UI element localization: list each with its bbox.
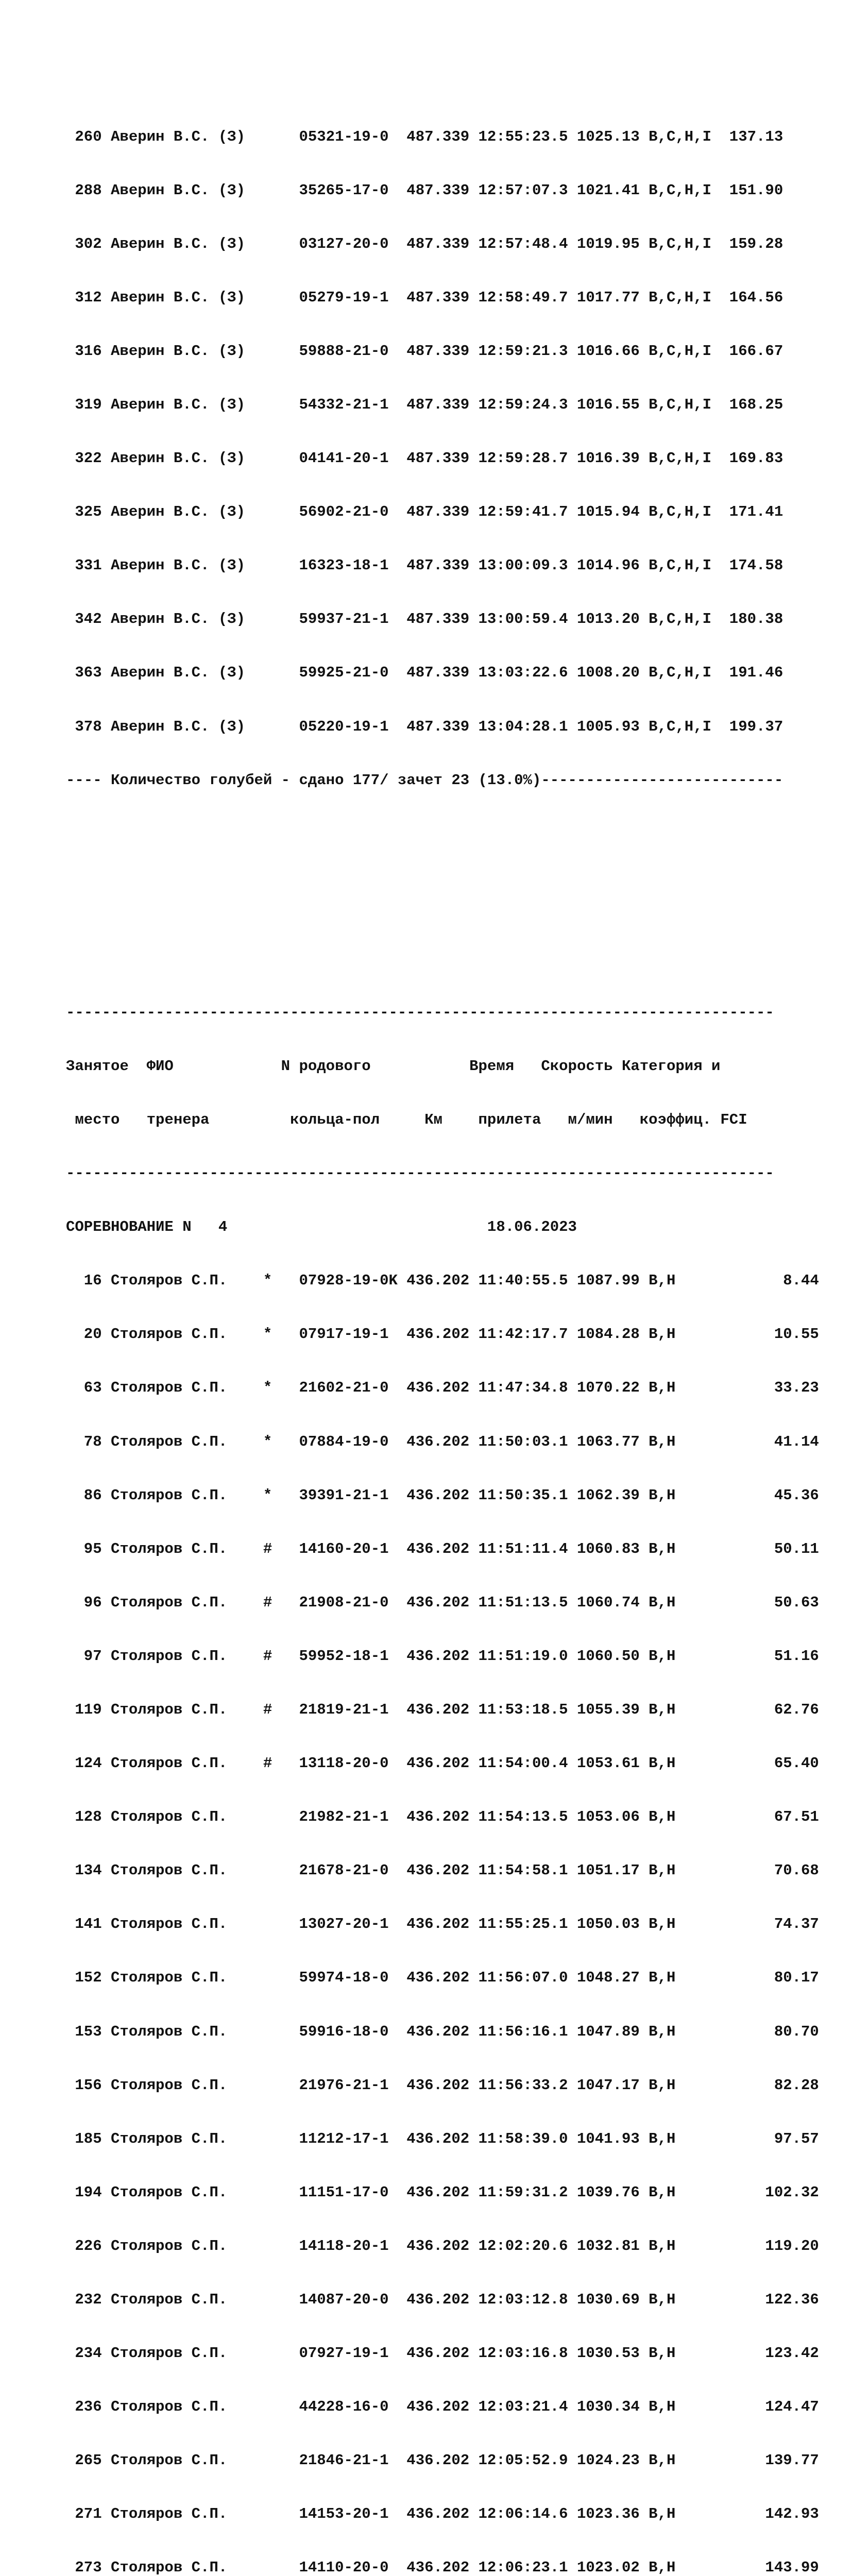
result-row: 124 Столяров С.П. # 13118-20-0 436.202 11:54:00.4 1053.61 B,H 65.40 xyxy=(66,1755,819,1772)
result-row: 95 Столяров С.П. # 14160-20-1 436.202 11:51:11.4 1060.83 B,H 50.11 xyxy=(66,1540,819,1557)
result-row: 194 Столяров С.П. 11151-17-0 436.202 11:59:31.2 1039.76 B,H 102.32 xyxy=(66,2183,819,2201)
results-report xyxy=(66,39,839,2576)
result-row: 319 Аверин В.С. (З) 54332-21-1 487.339 12:59:24.3 1016.55 B,C,H,I 168.25 xyxy=(66,396,783,413)
result-row: 128 Столяров С.П. 21982-21-1 436.202 11:54:13.5 1053.06 B,H 67.51 xyxy=(66,1808,819,1826)
result-row: 236 Столяров С.П. 44228-16-0 436.202 12:03:21.4 1030.34 B,H 124.47 xyxy=(66,2398,819,2416)
result-row: 325 Аверин В.С. (З) 56902-21-0 487.339 12:59:41.7 1015.94 B,C,H,I 171.41 xyxy=(66,503,783,521)
result-row: 316 Аверин В.С. (З) 59888-21-0 487.339 12:59:21.3 1016.66 B,C,H,I 166.67 xyxy=(66,342,783,360)
result-row: 20 Столяров С.П. * 07917-19-1 436.202 11:42:17.7 1084.28 B,H 10.55 xyxy=(66,1326,819,1343)
result-row: 378 Аверин В.С. (З) 05220-19-1 487.339 13:04:28.1 1005.93 B,C,H,I 199.37 xyxy=(66,718,783,735)
result-row: 141 Столяров С.П. 13027-20-1 436.202 11:55:25.1 1050.03 B,H 74.37 xyxy=(66,1916,819,1933)
competition-title: СОРЕВНОВАНИЕ N 4 18.06.2023 xyxy=(66,1218,577,1236)
section-1 xyxy=(66,92,839,825)
column-header-line1: Занятое ФИО N родового Время Скорость Категория и xyxy=(66,1057,721,1075)
result-row: 78 Столяров С.П. * 07884-19-0 436.202 11:50:03.1 1063.77 B,H 41.14 xyxy=(66,1433,819,1450)
result-row: 331 Аверин В.С. (З) 16323-18-1 487.339 13:00:09.3 1014.96 B,C,H,I 174.58 xyxy=(66,557,783,574)
result-row: 96 Столяров С.П. # 21908-21-0 436.202 11:51:13.5 1060.74 B,H 50.63 xyxy=(66,1594,819,1611)
section-2 xyxy=(66,968,839,2576)
result-row: 265 Столяров С.П. 21846-21-1 436.202 12:05:52.9 1024.23 B,H 139.77 xyxy=(66,2452,819,2469)
result-row: 152 Столяров С.П. 59974-18-0 436.202 11:56:07.0 1048.27 B,H 80.17 xyxy=(66,1969,819,1987)
result-row: 234 Столяров С.П. 07927-19-1 436.202 12:03:16.8 1030.53 B,H 123.42 xyxy=(66,2345,819,2362)
result-row: 134 Столяров С.П. 21678-21-0 436.202 11:54:58.1 1051.17 B,H 70.68 xyxy=(66,1862,819,1879)
result-row: 273 Столяров С.П. 14110-20-0 436.202 12:06:23.1 1023.02 B,H 143.99 xyxy=(66,2559,819,2576)
rule-line: ------------------------------------------------------------------------------- xyxy=(66,1165,774,1182)
result-row: 226 Столяров С.П. 14118-20-1 436.202 12:02:20.6 1032.81 B,H 119.20 xyxy=(66,2237,819,2255)
result-row: 16 Столяров С.П. * 07928-19-0K 436.202 11:40:55.5 1087.99 B,H 8.44 xyxy=(66,1272,819,1290)
section-summary: ---- Количество голубей - сдано 177/ зачет 23 (13.0%)--------------------------- xyxy=(66,771,783,789)
column-header-line2: место тренера кольца-пол Км прилета м/мин коэффиц. FCI xyxy=(66,1111,747,1128)
result-row: 302 Аверин В.С. (З) 03127-20-0 487.339 12:57:48.4 1019.95 B,C,H,I 159.28 xyxy=(66,235,783,252)
result-row: 232 Столяров С.П. 14087-20-0 436.202 12:03:12.8 1030.69 B,H 122.36 xyxy=(66,2291,819,2308)
result-row: 363 Аверин В.С. (З) 59925-21-0 487.339 13:03:22.6 1008.20 B,C,H,I 191.46 xyxy=(66,664,783,682)
result-row: 185 Столяров С.П. 11212-17-1 436.202 11:58:39.0 1041.93 B,H 97.57 xyxy=(66,2130,819,2147)
result-row: 86 Столяров С.П. * 39391-21-1 436.202 11:50:35.1 1062.39 B,H 45.36 xyxy=(66,1486,819,1504)
rule-line: ------------------------------------------------------------------------------- xyxy=(66,1004,774,1021)
result-row: 312 Аверин В.С. (З) 05279-19-1 487.339 12:58:49.7 1017.77 B,C,H,I 164.56 xyxy=(66,289,783,306)
result-row: 271 Столяров С.П. 14153-20-1 436.202 12:06:14.6 1023.36 B,H 142.93 xyxy=(66,2505,819,2523)
result-row: 342 Аверин В.С. (З) 59937-21-1 487.339 13:00:59.4 1013.20 B,C,H,I 180.38 xyxy=(66,611,783,628)
result-row: 119 Столяров С.П. # 21819-21-1 436.202 11:53:18.5 1055.39 B,H 62.76 xyxy=(66,1701,819,1718)
result-row: 153 Столяров С.П. 59916-18-0 436.202 11:56:16.1 1047.89 B,H 80.70 xyxy=(66,2023,819,2040)
result-row: 97 Столяров С.П. # 59952-18-1 436.202 11:51:19.0 1060.50 B,H 51.16 xyxy=(66,1647,819,1665)
result-row: 288 Аверин В.С. (З) 35265-17-0 487.339 12:57:07.3 1021.41 B,C,H,I 151.90 xyxy=(66,181,783,199)
result-row: 156 Столяров С.П. 21976-21-1 436.202 11:56:33.2 1047.17 B,H 82.28 xyxy=(66,2076,819,2094)
result-row: 322 Аверин В.С. (З) 04141-20-1 487.339 12:59:28.7 1016.39 B,C,H,I 169.83 xyxy=(66,450,783,467)
spacer xyxy=(66,879,839,914)
result-row: 63 Столяров С.П. * 21602-21-0 436.202 11:47:34.8 1070.22 B,H 33.23 xyxy=(66,1379,819,1397)
result-row: 260 Аверин В.С. (З) 05321-19-0 487.339 12:55:23.5 1025.13 B,C,H,I 137.13 xyxy=(66,128,783,145)
